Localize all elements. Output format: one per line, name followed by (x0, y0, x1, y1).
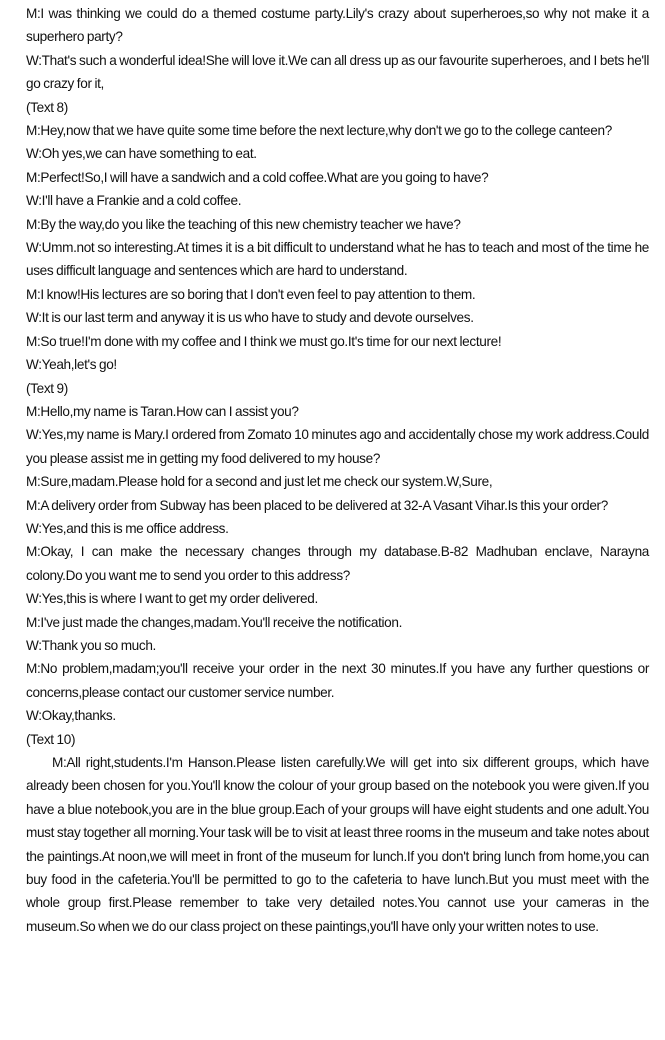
transcript-paragraph: M:Okay, I can make the necessary changes through my database.B-82 Madhuban enclave, Narayna colony.Do you want me to send you order to this address? (26, 544, 649, 583)
transcript-paragraph: M:Hey,now that we have quite some time before the next lecture,why don't we go to the college canteen? (26, 123, 612, 139)
transcript-paragraph: W:Oh yes,we can have something to eat. (26, 146, 257, 162)
transcript-paragraph: M:I've just made the changes,madam.You'll receive the notification. (26, 614, 403, 630)
transcript-paragraph: W:I'll have a Frankie and a cold coffee. (26, 193, 242, 209)
transcript-paragraph: (Text 9) (26, 380, 68, 396)
transcript-paragraph: W:Yeah,let's go! (26, 357, 117, 373)
transcript-paragraph: (Text 10) (26, 731, 76, 747)
transcript-paragraph: (Text 8) (26, 99, 68, 115)
transcript-paragraph: M:A delivery order from Subway has been placed to be delivered at 32-A Vasant Vihar.Is this your order? (26, 497, 608, 513)
transcript-paragraph: M:So true!I'm done with my coffee and I think we must go.It's time for our next lecture! (26, 333, 502, 349)
transcript-paragraph: W:Umm.not so interesting.At times it is a bit difficult to understand what he has to teach and most of the time he uses difficult language and sentences which are hard to understand. (26, 240, 649, 279)
transcript-paragraph: M:I know!His lectures are so boring that I don't even feel to pay attention to them. (26, 286, 476, 302)
transcript-paragraph: W:Yes,my name is Mary.I ordered from Zomato 10 minutes ago and accidentally chose my work address.Could you please assist me in getting my food delivered to my house? (26, 427, 649, 466)
transcript-paragraph: M:Perfect!So,I will have a sandwich and a cold coffee.What are you going to have? (26, 169, 489, 185)
transcript-paragraph: W:That's such a wonderful idea!She will love it.We can all dress up as our favourite superheroes, and I bets he'll go crazy for it, (26, 52, 649, 92)
transcript-paragraph: W:It is our last term and anyway it is us who have to study and devote ourselves. (26, 310, 474, 326)
transcript-paragraph: W:Yes,this is where I want to get my order delivered. (26, 591, 318, 607)
transcript-paragraph: M:No problem,madam;you'll receive your order in the next 30 minutes.If you have any further questions or concerns,please contact our customer service number. (26, 661, 649, 700)
transcript-paragraph: M:By the way,do you like the teaching of this new chemistry teacher we have? (26, 216, 461, 232)
transcript-paragraph: M:Hello,my name is Taran.How can I assist you? (26, 403, 299, 419)
transcript-paragraph: M:Sure,madam.Please hold for a second and just let me check our system.W,Sure, (26, 474, 493, 490)
transcript-paragraph: W:Okay,thanks. (26, 708, 116, 724)
transcript-paragraph: M:I was thinking we could do a themed costume party.Lily's crazy about superheroes,so why not make it a superhero party? (26, 6, 649, 45)
transcript-paragraph: M:All right,students.I'm Hanson.Please listen carefully.We will get into six different groups, which have already been chosen for you.You'll know the colour of your group based on the notebook you were given.If you have a blue notebook,you are in the blue group.Each of your groups will have eight students and one adult.You must stay together all morning.Your task will be to visit at least three rooms in the museum and take notes about the paintings.At noon,we will meet in front of the museum for lunch.If you don't bring lunch from home,you can buy food in the cafeteria.You'll be permitted to go to the cafeteria to have lunch.But you must meet with the whole group first.Please remember to take very detailed notes.You cannot use your cameras in the museum.So when we do our class project on these paintings,you'll have only your written notes to use. (26, 755, 649, 934)
transcript-paragraph: W:Thank you so much. (26, 637, 156, 653)
transcript-paragraph: W:Yes,and this is me office address. (26, 520, 229, 536)
